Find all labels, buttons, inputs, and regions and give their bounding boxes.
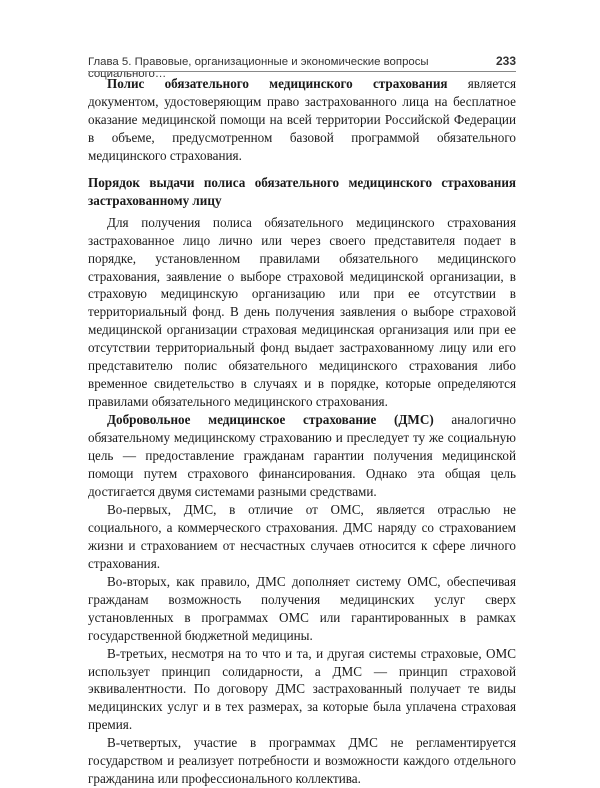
page-body	[88, 75, 516, 788]
section-heading: Порядок выдачи полиса обязательного медицинского страхования застрахованному лицу	[88, 174, 516, 208]
paragraph: В-четвертых, участие в программах ДМС не регламентируется государством и реализует потребности и возможности каждого отдельного гражданина или профессионального коллектива.	[88, 735, 516, 787]
header-rule	[88, 71, 516, 72]
term: Добровольное медицинское страхование (ДМС)	[107, 412, 434, 428]
paragraph: В-третьих, несмотря на то что и та, и другая системы страховые, ОМС использует принцип солидарности, а ДМС — принцип страховой эквивалентности. По договору ДМС застрахованный получает те виды медицинских услуг и в тех размерах, за которые была уплачена страховая премия.	[88, 645, 516, 733]
page-number: 233	[495, 54, 516, 68]
paragraph: Для получения полиса обязательного медицинского страхования застрахованное лицо лично или через своего представителя подает в порядке, установленном правилами обязательного медицинского страхования, заявление о выборе страховой медицинской организации, в страховую медицинскую организацию или при ее отсутствии в территориальный фонд. В день получения заявления о выборе страховой медицинской организации страховая медицинская организация или при ее отсутствии территориальный фонд выдает застрахованному лицу или его представителю полис обязательного медицинского страхования либо временное свидетельство в случаях и в порядке, которые определяются правилами обязательного медицинского страхования.	[88, 214, 516, 410]
paragraph: Во-вторых, как правило, ДМС дополняет систему ОМС, обеспечивая гражданам возможность получения медицинских услуг сверх установленных в программах ОМС или гарантированных в рамках государственной бюджетной медицины.	[88, 573, 516, 643]
paragraph: Полис обязательного медицинского страхования является документом, удостоверяющим право застрахованного лица на бесплатное оказание медицинской помощи на всей территории Российской Федерации в объеме, предусмотренном базовой программой обязательного медицинского страхования.	[88, 76, 516, 163]
term: Полис обязательного медицинского страхования	[107, 76, 448, 91]
chapter-title: Глава 5. Правовые, организационные и экономические вопросы социального…	[88, 56, 429, 80]
paragraph: Добровольное медицинское страхование (ДМС) аналогично обязательному медицинскому страхованию и преследует ту же социальную цель — предоставление гражданам гарантии получения медицинской помощи путем страхового финансирования. Однако эта общая цель достигается двумя системами разными средствами.	[88, 412, 517, 499]
paragraph: Во-первых, ДМС, в отличие от ОМС, является отраслью не социального, а коммерческого страхования. ДМС наряду со страхованием жизни и страхованием от несчастных случаев относится к сфере личного страхования.	[88, 501, 516, 571]
